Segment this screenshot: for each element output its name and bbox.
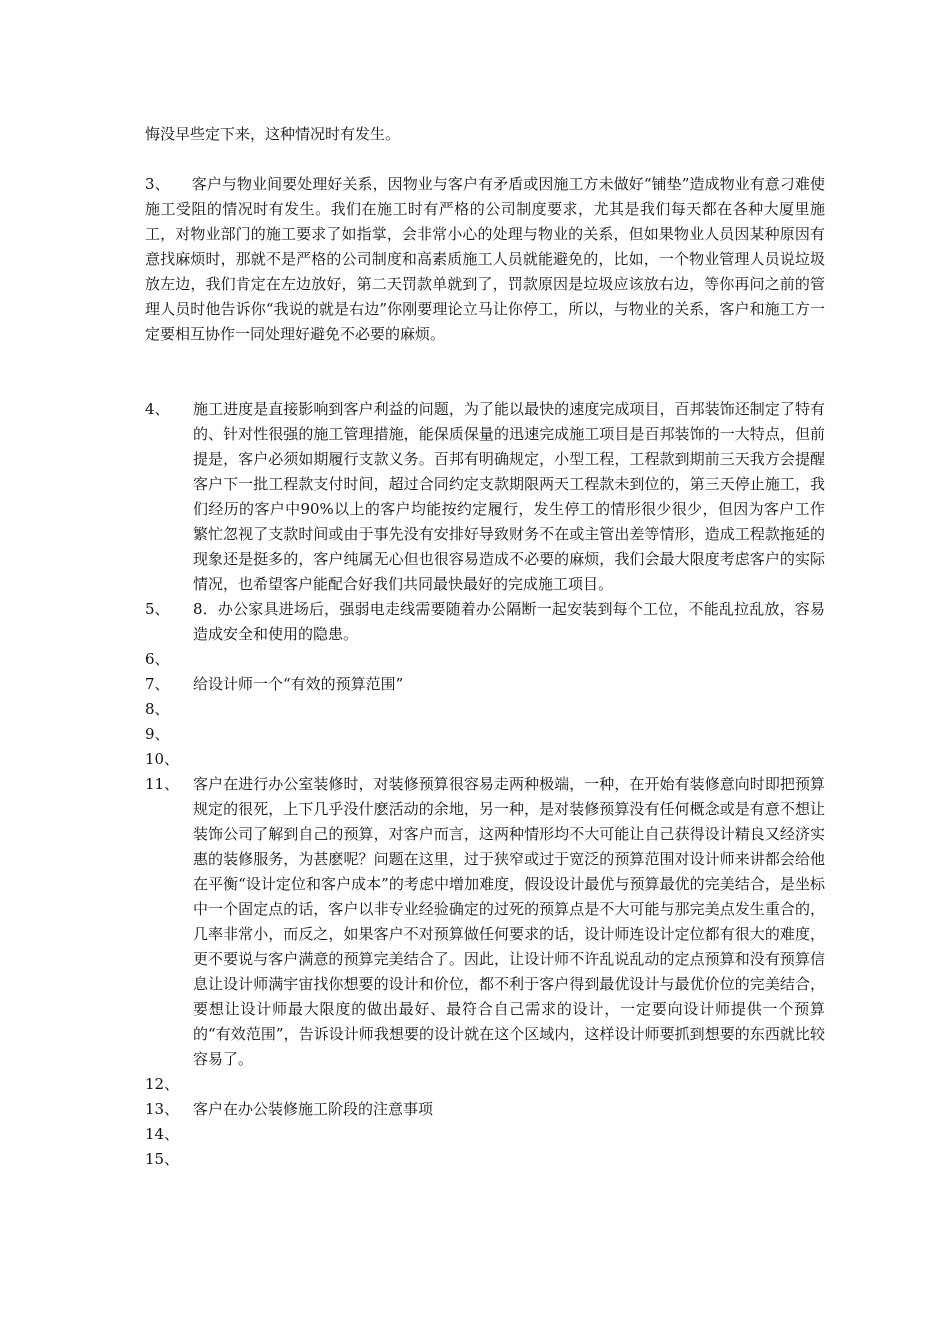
list-item-text: 客户在办公装修施工阶段的注意事项 xyxy=(193,1100,434,1118)
list-item-text: 客户在进行办公室装修时，对装修预算很容易走两种极端，一种，在开始有装修意向时即把预算规定的很死，上下几乎没什麽活动的余地，另一种，是对装修预算没有任何概念或是有意不想让装饰公司了解到自己的预算，对客户而言，这两种情形均不大可能让自己获得设计精良又经济实惠的装修服务，为甚麽呢？问题在这里，过于狭窄或过于宽泛的预算范围对设计师来讲都会给他在平衡“设计定位和客户成本”的考虑中增加难度，假设设计最优与预算最优的完美结合，是坐标中一个固定点的话，客户以非专业经验确定的过死的预算点是不大可能与那完美点发生重合的，几率非常小，而反之，如果客户不对预算做任何要求的话，设计师连设计定位都有很大的难度，更不要说与客户满意的预算完美结合了。因此，让设计师不许乱说乱动的定点预算和没有预算信息让设计师满宇宙找你想要的设计和价位，都不利于客户得到最优设计与最优价位的完美结合，要想让设计师最大限度的做出最好、最符合自己需求的设计，一定要向设计师提供一个预算的“有效范围”，告诉设计师我想要的设计就在这个区域内，这样设计师要抓到想要的东西就比较容易了。 xyxy=(193,775,825,1068)
list-item-text: 8．办公家具进场后，强弱电走线需要随着办公隔断一起安装到每个工位，不能乱拉乱放，容易造成安全和使用的隐患。 xyxy=(193,600,825,643)
paragraph-3-text: 客户与物业间要处理好关系，因物业与客户有矛盾或因施工方未做好“铺垫”造成物业有意刁难使施工受阻的情况时有发生。我们在施工时有严格的公司制度要求，尤其是我们每天都在各种大厦里施工，对物业部门的施工要求了如指掌，会非常小心的处理与物业的关系，但如果物业人员因某种原因有意找麻烦时，那就不是严格的公司制度和高素质施工人员就能避免的，比如，一个物业管理人员说垃圾放左边，我们肯定在左边放好，第二天罚款单就到了，罚款原因是垃圾应该放右边，等你再问之前的管理人员时他告诉你“我说的就是右边”你刚要理论立马让你停工，所以，与物业的关系，客户和施工方一定要相互协作一同处理好避免不必要的麻烦。 xyxy=(145,175,825,343)
list-item xyxy=(145,1122,825,1147)
list-item xyxy=(145,672,825,697)
list-item-text: 给设计师一个“有效的预算范围” xyxy=(193,675,404,693)
list-item xyxy=(145,772,825,1072)
list-item-text xyxy=(193,722,825,747)
list-item-number: 9、 xyxy=(145,725,170,743)
list-item xyxy=(145,697,825,722)
list-item-number: 10、 xyxy=(145,750,180,768)
list-item-text: 施工进度是直接影响到客户利益的问题，为了能以最快的速度完成项目，百邦装饰还制定了特有的、针对性很强的施工管理措施，能保质保量的迅速完成施工项目是百邦装饰的一大特点，但前提是，客户必须如期履行支款义务。百邦有明确规定，小型工程，工程款到期前三天我方会提醒客户下一批工程款支付时间，超过合同约定支款期限两天工程款未到位的，第三天停止施工，我们经历的客户中90%以上的客户均能按约定履行，发生停工的情形很少很少，但因为客户工作繁忙忽视了支款时间或由于事先没有安排好导致财务不在或主管出差等情形，造成工程款拖延的现象还是挺多的，客户纯属无心但也很容易造成不必要的麻烦，我们会最大限度考虑客户的实际情况，也希望客户能配合好我们共同最快最好的完成施工项目。 xyxy=(193,400,825,593)
paragraph-3 xyxy=(145,172,825,347)
paragraph-3-number: 3、 xyxy=(145,175,170,193)
list-item xyxy=(145,722,825,747)
list-item xyxy=(145,397,825,597)
list-item xyxy=(145,747,825,772)
list-item-number: 15、 xyxy=(145,1150,180,1168)
list-item-text xyxy=(193,647,825,672)
list-item-text xyxy=(193,697,825,722)
list-item-number: 14、 xyxy=(145,1125,180,1143)
list-item xyxy=(145,647,825,672)
numbered-list xyxy=(145,397,825,1172)
list-item-text xyxy=(193,1147,825,1172)
list-item xyxy=(145,1147,825,1172)
list-item-text xyxy=(193,747,825,772)
continuation-paragraph: 悔没早些定下来，这种情况时有发生。 xyxy=(145,125,401,143)
list-item-number: 6、 xyxy=(145,650,170,668)
list-item-number: 4、 xyxy=(145,400,170,418)
list-item-number: 8、 xyxy=(145,700,170,718)
list-item xyxy=(145,597,825,647)
list-item-number: 13、 xyxy=(145,1100,180,1118)
list-item xyxy=(145,1097,825,1122)
list-item-text xyxy=(193,1122,825,1147)
list-item-text xyxy=(193,1072,825,1097)
list-item-number: 5、 xyxy=(145,600,170,618)
list-item-number: 7、 xyxy=(145,675,170,693)
list-item-number: 11、 xyxy=(145,775,180,793)
list-item-number: 12、 xyxy=(145,1075,180,1093)
list-item xyxy=(145,1072,825,1097)
